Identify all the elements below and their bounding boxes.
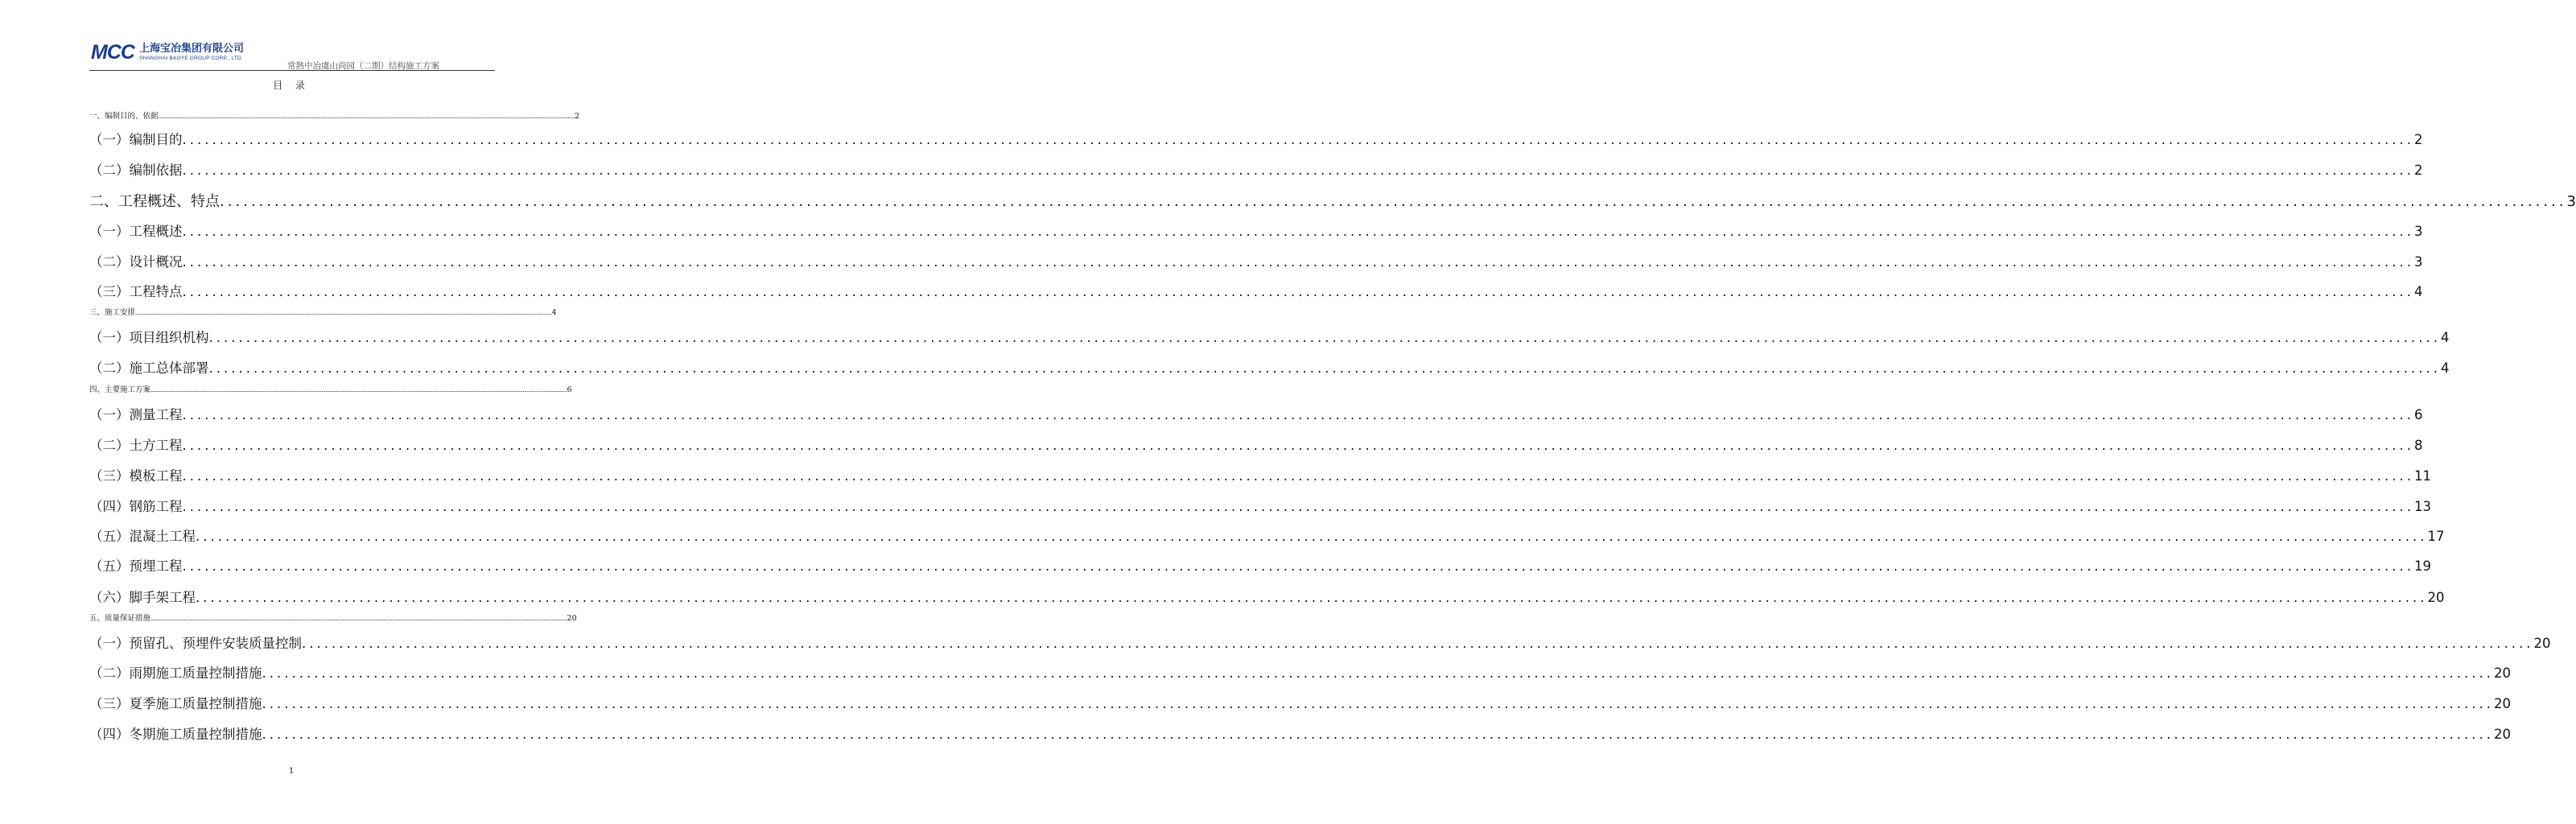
toc-dot-leader: ............................................................................................................................................................................................................................................................................................................ (135, 310, 552, 316)
toc-entry-label: 五、质量保证措施 (89, 614, 151, 623)
toc-entry-page: 4 (2440, 330, 2450, 345)
toc-entry-label: （一）项目组织机构 (89, 330, 209, 345)
company-name-en: SHANGHAI BAOYE GROUP CORP., LTD. (138, 56, 243, 61)
toc-entry-page: 3 (2566, 193, 2576, 210)
toc-dot-leader: ............................................................................................................................................................................................................................................................................................................ (182, 224, 2414, 239)
toc-entry-label: （五）混凝土工程 (89, 529, 196, 544)
toc-entry-label: （一）预留孔、预埋件安装质量控制 (89, 636, 302, 651)
toc-entry-label: （二）土方工程 (89, 438, 183, 453)
toc-entry[interactable] (89, 404, 2423, 423)
toc-entry-label: （二）设计概况 (89, 254, 183, 270)
toc-entry[interactable] (89, 129, 2423, 148)
toc-entry[interactable] (89, 220, 2423, 240)
toc-entry[interactable] (89, 306, 557, 317)
toc-entry[interactable] (89, 723, 2511, 743)
toc-dot-leader: ............................................................................................................................................................................................................................................................................................................ (182, 407, 2414, 422)
toc-entry[interactable] (89, 159, 2423, 179)
toc-entry-page: 11 (2413, 468, 2431, 484)
toc-entry-page: 20 (2493, 665, 2511, 681)
toc-dot-leader: ............................................................................................................................................................................................................................................................................................................ (182, 254, 2414, 270)
toc-dot-leader: ............................................................................................................................................................................................................................................................................................................ (262, 727, 2494, 742)
toc-entry[interactable] (89, 190, 2576, 210)
toc-entry[interactable] (89, 693, 2511, 712)
toc-dot-leader: ............................................................................................................................................................................................................................................................................................................ (196, 590, 2428, 605)
toc-entry[interactable] (89, 525, 2445, 545)
toc-entry[interactable] (89, 357, 2450, 377)
company-name-cn: 上海宝冶集团有限公司 (138, 43, 244, 55)
toc-entry-page: 4 (2440, 360, 2450, 376)
toc-dot-leader: ............................................................................................................................................................................................................................................................................................................ (182, 132, 2414, 147)
toc-entry-page: 20 (2493, 727, 2511, 742)
toc-entry[interactable] (89, 465, 2431, 484)
toc-dot-leader: ............................................................................................................................................................................................................................................................................................................ (208, 330, 2441, 345)
toc-entry-page: 20 (2493, 696, 2511, 711)
toc-entry-label: （二）雨期施工质量控制措施 (89, 665, 262, 681)
page-header (0, 0, 583, 72)
toc-dot-leader: ............................................................................................................................................................................................................................................................................................................ (262, 665, 2494, 681)
toc-entry[interactable] (89, 496, 2431, 515)
toc-entry[interactable] (89, 435, 2423, 454)
toc-dot-leader: ............................................................................................................................................................................................................................................................................................................ (262, 696, 2494, 711)
toc-dot-leader: ............................................................................................................................................................................................................................................................................................................ (182, 284, 2414, 299)
toc-entry-label: （一）测量工程 (89, 407, 183, 422)
toc-entry[interactable] (89, 383, 572, 394)
page-number: 1 (288, 767, 295, 776)
company-logo (91, 42, 244, 63)
toc-heading: 目 录 (273, 80, 310, 91)
toc-entry-page: 3 (2413, 254, 2423, 270)
toc-entry-label: 四、主要施工方案 (89, 385, 151, 394)
toc-entry[interactable] (89, 251, 2423, 270)
toc-entry-label: （二）编制依据 (89, 163, 183, 178)
toc-dot-leader: ............................................................................................................................................................................................................................................................................................................ (150, 616, 567, 622)
toc-entry-page: 4 (2413, 284, 2423, 299)
toc-entry-label: （五）预埋工程 (89, 558, 183, 574)
document-title: 常熟中冶虞山尚园（二期）结构施工方案 (287, 61, 439, 71)
toc-entry-label: （二）施工总体部署 (89, 360, 209, 376)
toc-entry-page: 20 (2533, 636, 2551, 651)
toc-dot-leader: ............................................................................................................................................................................................................................................................................................................ (196, 529, 2428, 544)
toc-entry-page: 2 (2413, 132, 2423, 147)
toc-entry-page: 6 (567, 385, 572, 394)
toc-entry-label: 三、施工安排 (89, 308, 136, 317)
toc-entry-label: （三）工程特点 (89, 284, 183, 299)
toc-dot-leader: ............................................................................................................................................................................................................................................................................................................ (182, 163, 2414, 178)
toc-dot-leader: ............................................................................................................................................................................................................................................................................................................ (302, 636, 2534, 651)
toc-entry[interactable] (89, 109, 580, 121)
toc-dot-leader: ............................................................................................................................................................................................................................................................................................................ (182, 499, 2414, 514)
toc-entry-page: 20 (2427, 590, 2445, 605)
toc-entry-label: （四）冬期施工质量控制措施 (89, 727, 262, 742)
toc-entry-label: 一、编制目的、依据 (89, 112, 159, 121)
toc-entry[interactable] (89, 327, 2450, 346)
toc-dot-leader: ............................................................................................................................................................................................................................................................................................................ (220, 193, 2567, 210)
toc-entry-page: 3 (2413, 224, 2423, 239)
toc-dot-leader: ............................................................................................................................................................................................................................................................................................................ (182, 468, 2414, 484)
toc-entry-page: 13 (2413, 499, 2431, 514)
toc-entry-page: 20 (567, 614, 577, 623)
toc-entry[interactable] (89, 632, 2551, 652)
toc-entry[interactable] (89, 612, 577, 623)
toc-entry-label: （一）工程概述 (89, 224, 183, 239)
toc-entry-label: （六）脚手架工程 (89, 590, 196, 605)
toc-entry-page: 8 (2413, 438, 2423, 453)
toc-entry-page: 17 (2427, 529, 2445, 544)
toc-entry-page: 4 (551, 308, 557, 317)
toc-entry-label: （四）钢筋工程 (89, 499, 183, 514)
toc-entry-page: 6 (2413, 407, 2423, 422)
toc-entry[interactable] (89, 662, 2511, 682)
mcc-logo-mark: MCC (91, 41, 134, 64)
toc-entry-label: （三）夏季施工质量控制措施 (89, 696, 262, 711)
toc-entry-label: （一）编制目的 (89, 132, 183, 147)
toc-entry[interactable] (89, 281, 2423, 300)
toc-dot-leader: ............................................................................................................................................................................................................................................................................................................ (182, 558, 2414, 574)
header-divider (89, 70, 495, 71)
toc-dot-leader: ............................................................................................................................................................................................................................................................................................................ (158, 113, 575, 120)
toc-dot-leader: ............................................................................................................................................................................................................................................................................................................ (150, 387, 567, 393)
toc-dot-leader: ............................................................................................................................................................................................................................................................................................................ (208, 360, 2441, 376)
toc-dot-leader: ............................................................................................................................................................................................................................................................................................................ (182, 438, 2414, 453)
toc-entry[interactable] (89, 587, 2445, 606)
toc-entry-page: 2 (575, 112, 580, 121)
toc-entry-page: 2 (2413, 163, 2423, 178)
toc-entry-label: 二、工程概述、特点 (89, 193, 220, 210)
toc-entry-label: （三）模板工程 (89, 468, 183, 484)
toc-entry[interactable] (89, 555, 2431, 575)
toc-entry-page: 19 (2413, 558, 2431, 574)
